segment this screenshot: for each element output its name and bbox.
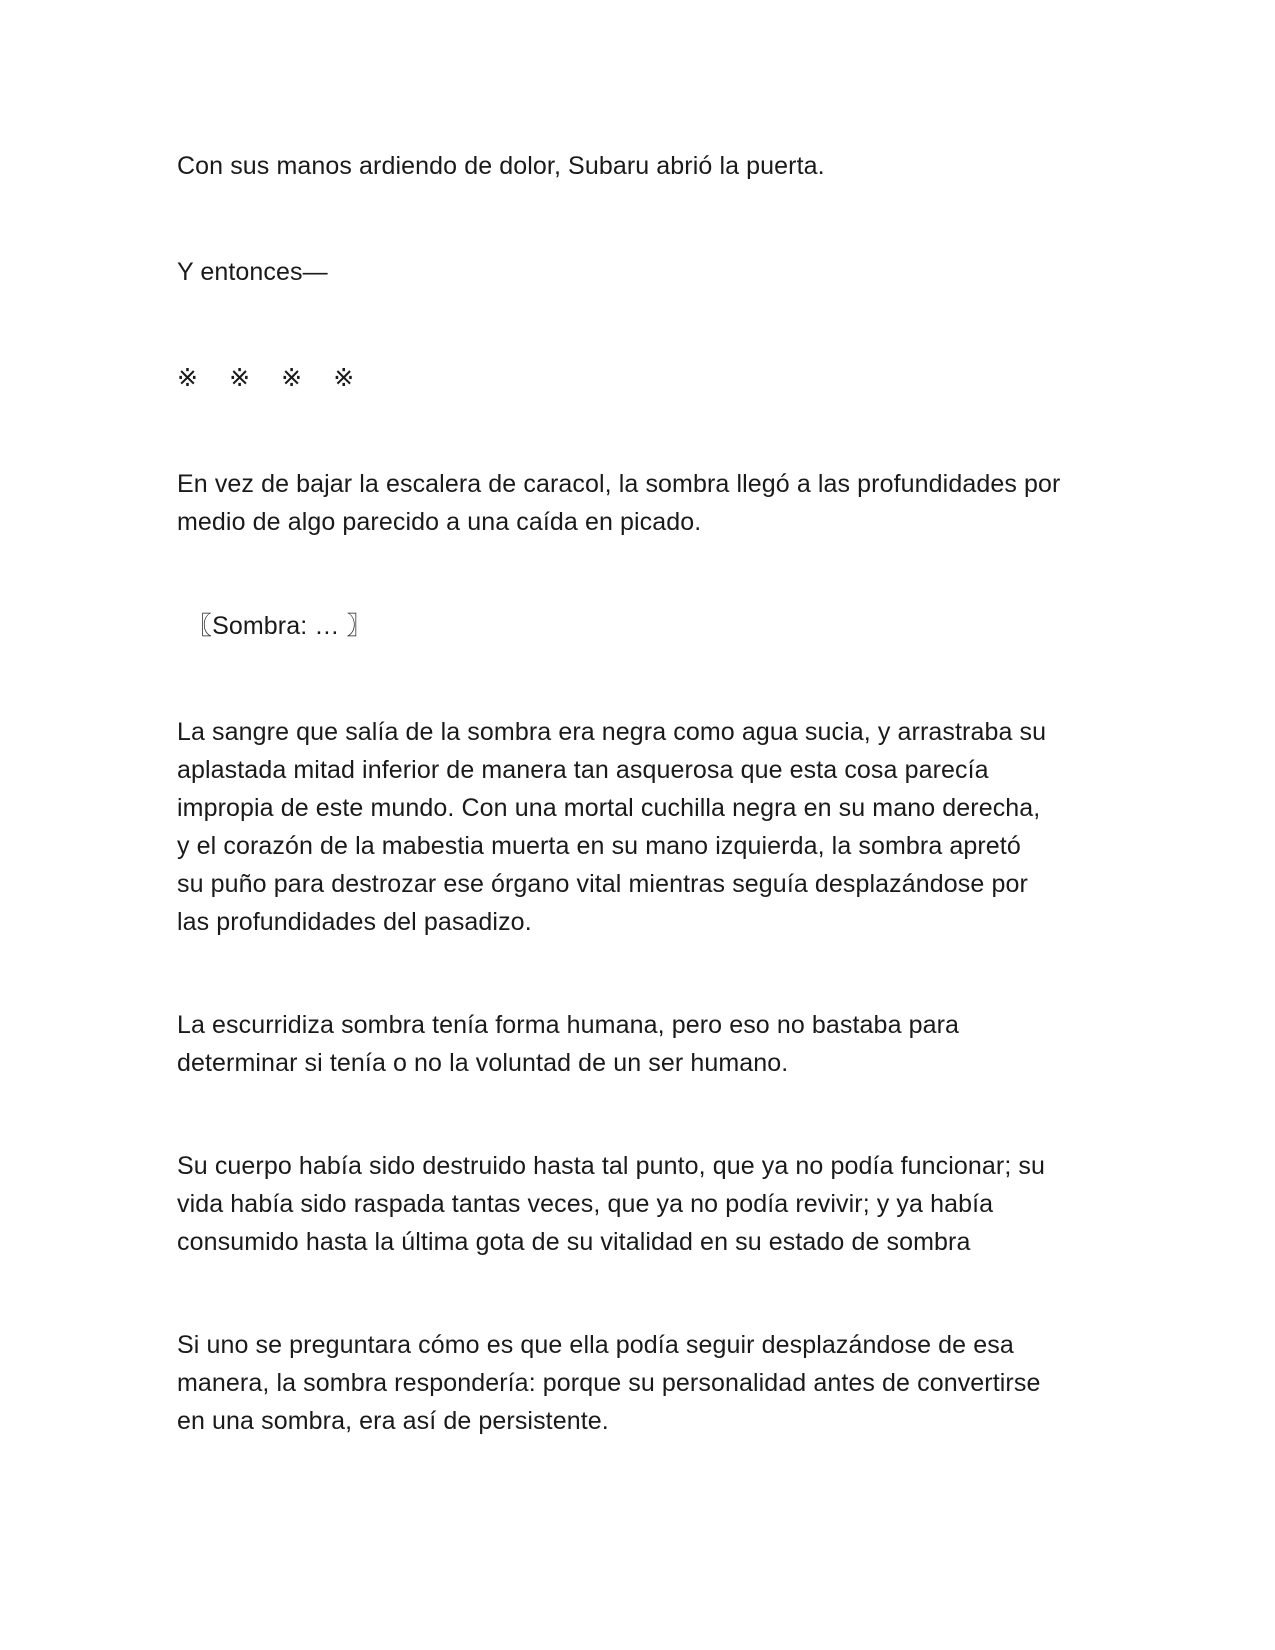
paragraph-line: La escurridiza sombra tenía forma humana, pero eso no bastaba para [177,1011,960,1039]
paragraph-line: vida había sido raspada tantas veces, que ya no podía revivir; y ya había [177,1190,994,1218]
scene-break-marks: ※ ※ ※ ※ [177,364,355,392]
paragraph-line: las profundidades del pasadizo. [177,908,532,936]
paragraph-2 [177,253,1117,291]
paragraph-4 [177,713,1117,941]
paragraph-line: La sangre que salía de la sombra era negra como agua sucia, y arrastraba su [177,718,1047,746]
paragraph-line: En vez de bajar la escalera de caracol, la sombra llegó a las profundidades por [177,470,1061,498]
paragraph-line: Y entonces— [177,258,328,286]
paragraph-6 [177,1147,1117,1261]
paragraph-line: Si uno se preguntara cómo es que ella podía seguir desplazándose de esa [177,1331,1014,1359]
paragraph-line: aplastada mitad inferior de manera tan asquerosa que esta cosa parecía [177,756,989,784]
document-body [177,147,1117,1440]
paragraph-3 [177,465,1117,541]
paragraph-line: y el corazón de la mabestia muerta en su mano izquierda, la sombra apretó [177,832,1021,860]
paragraph-line: su puño para destrozar ese órgano vital mientras seguía desplazándose por [177,870,1028,898]
paragraph-line: medio de algo parecido a una caída en picado. [177,508,702,536]
paragraph-line: manera, la sombra respondería: porque su personalidad antes de convertirse [177,1369,1041,1397]
paragraph-1 [177,147,1117,185]
paragraph-line: en una sombra, era así de persistente. [177,1407,609,1435]
scene-break [177,359,1117,397]
dialogue-line [177,607,1117,645]
paragraph-line: consumido hasta la última gota de su vitalidad en su estado de sombra [177,1228,971,1256]
paragraph-line: Con sus manos ardiendo de dolor, Subaru abrió la puerta. [177,152,825,180]
paragraph-7 [177,1326,1117,1440]
paragraph-line: Su cuerpo había sido destruido hasta tal punto, que ya no podía funcionar; su [177,1152,1046,1180]
paragraph-line: determinar si tenía o no la voluntad de un ser humano. [177,1049,789,1077]
dialogue-text: 〖Sombra: … 〗 [187,612,372,640]
paragraph-5 [177,1006,1117,1082]
paragraph-line: impropia de este mundo. Con una mortal cuchilla negra en su mano derecha, [177,794,1041,822]
